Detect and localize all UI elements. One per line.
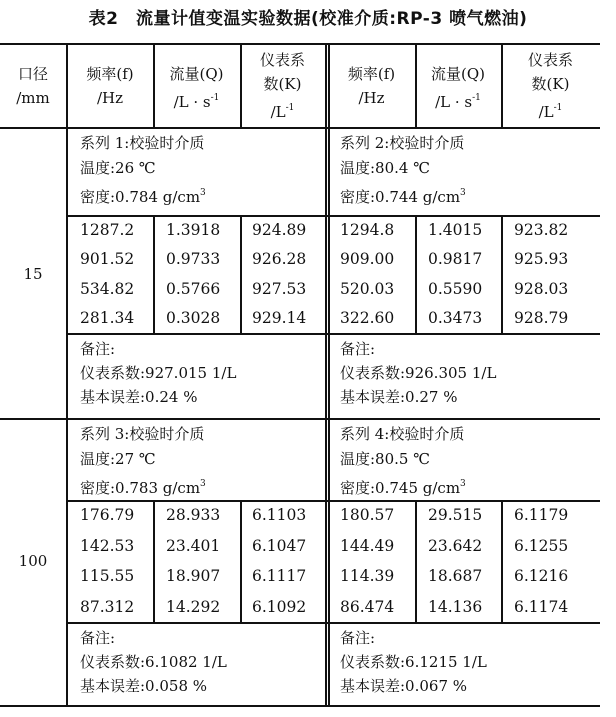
exponent: 3 bbox=[200, 188, 206, 198]
diameter-value: 100 bbox=[18, 552, 48, 570]
header-line: /L · s bbox=[435, 93, 473, 111]
header-line: /Hz bbox=[358, 89, 385, 107]
rule-line bbox=[67, 622, 600, 624]
series-name: 系列 3:校验时介质 bbox=[80, 425, 205, 443]
exponent: -1 bbox=[553, 103, 563, 113]
table-cell: 115.55 bbox=[80, 567, 135, 586]
header-line: 流量(Q) bbox=[169, 65, 224, 83]
rule-line bbox=[67, 215, 600, 217]
diameter-value: 15 bbox=[23, 265, 43, 283]
table-cell: 0.5590 bbox=[428, 279, 483, 298]
series-info bbox=[80, 422, 206, 501]
table-cell: 0.3473 bbox=[428, 309, 483, 328]
header-line: 流量(Q) bbox=[430, 65, 485, 83]
header-flow bbox=[415, 62, 501, 114]
table-cell: 6.1255 bbox=[514, 536, 569, 555]
column-line bbox=[415, 215, 417, 333]
table-cell: 1.4015 bbox=[428, 220, 483, 239]
series-name: 系列 1:校验时介质 bbox=[80, 134, 205, 152]
table-cell: 6.1047 bbox=[252, 536, 307, 555]
meter-factor: 仪表系数:6.1082 1/L bbox=[80, 653, 227, 671]
meter-factor: 仪表系数:926.305 1/L bbox=[340, 364, 497, 382]
table-cell: 281.34 bbox=[80, 309, 135, 328]
table-cell: 0.5766 bbox=[166, 279, 221, 298]
table-cell: 0.9733 bbox=[166, 250, 221, 269]
notes-label: 备注: bbox=[80, 340, 116, 358]
table-cell: 322.60 bbox=[340, 309, 395, 328]
rule-line bbox=[0, 418, 600, 420]
table-cell: 925.93 bbox=[514, 250, 569, 269]
table-cell: 929.14 bbox=[252, 309, 307, 328]
table-cell: 18.687 bbox=[428, 567, 483, 586]
series-density: 密度:0.745 g/cm bbox=[340, 479, 461, 497]
column-line bbox=[325, 43, 327, 706]
table-cell: 23.642 bbox=[428, 536, 483, 555]
notes-label: 备注: bbox=[340, 340, 376, 358]
header-line: 仪表系 bbox=[527, 51, 573, 69]
column-line bbox=[66, 43, 68, 706]
table-cell: 6.1117 bbox=[252, 567, 307, 586]
header-line: /L bbox=[270, 103, 286, 121]
table-cell: 142.53 bbox=[80, 536, 135, 555]
header-line: /mm bbox=[16, 89, 50, 107]
column-line bbox=[153, 500, 155, 622]
meter-factor: 仪表系数:6.1215 1/L bbox=[340, 653, 487, 671]
table-cell: 6.1174 bbox=[514, 597, 569, 616]
header-line: /L bbox=[538, 103, 554, 121]
rule-line bbox=[0, 127, 600, 129]
table-cell: 520.03 bbox=[340, 279, 395, 298]
series-density: 密度:0.784 g/cm bbox=[80, 188, 201, 206]
column-line bbox=[415, 500, 417, 622]
header-line: /Hz bbox=[96, 89, 124, 107]
header-meter-factor bbox=[501, 48, 600, 124]
table-cell: 87.312 bbox=[80, 597, 135, 616]
exponent: -1 bbox=[285, 103, 295, 113]
table-cell: 14.292 bbox=[166, 597, 221, 616]
table-cell: 928.03 bbox=[514, 279, 569, 298]
exponent: 3 bbox=[460, 479, 466, 489]
header-diameter bbox=[0, 62, 66, 110]
column-line bbox=[240, 215, 242, 333]
table-cell: 924.89 bbox=[252, 220, 307, 239]
basic-error: 基本误差:0.24 % bbox=[80, 388, 198, 406]
meter-factor: 仪表系数:927.015 1/L bbox=[80, 364, 237, 382]
table-cell: 176.79 bbox=[80, 506, 135, 525]
exponent: -1 bbox=[472, 93, 481, 103]
header-line: 频率(f) bbox=[347, 65, 396, 83]
notes-label: 备注: bbox=[80, 629, 116, 647]
table-cell: 86.474 bbox=[340, 597, 395, 616]
table-cell: 909.00 bbox=[340, 250, 395, 269]
header-line: 数(K) bbox=[263, 75, 302, 93]
rule-line bbox=[0, 43, 600, 45]
series-temperature: 温度:26 ℃ bbox=[80, 159, 156, 177]
series-info bbox=[80, 131, 206, 210]
table-cell: 901.52 bbox=[80, 250, 135, 269]
table-cell: 14.136 bbox=[428, 597, 483, 616]
table-cell: 23.401 bbox=[166, 536, 221, 555]
series-density: 密度:0.744 g/cm bbox=[340, 188, 461, 206]
header-line: 频率(f) bbox=[86, 65, 134, 83]
column-line bbox=[153, 215, 155, 333]
header-line: /L · s bbox=[173, 93, 211, 111]
header-flow bbox=[153, 62, 240, 114]
table-cell: 923.82 bbox=[514, 220, 569, 239]
series-info bbox=[340, 131, 466, 210]
header-line: 数(K) bbox=[531, 75, 570, 93]
table-cell: 6.1179 bbox=[514, 506, 569, 525]
series-notes bbox=[340, 626, 487, 698]
exponent: -1 bbox=[210, 93, 220, 103]
table-cell: 114.39 bbox=[340, 567, 395, 586]
series-info bbox=[340, 422, 466, 501]
series-temperature: 温度:80.5 ℃ bbox=[340, 450, 431, 468]
exponent: 3 bbox=[460, 188, 466, 198]
column-line bbox=[501, 215, 503, 333]
header-meter-factor bbox=[240, 48, 325, 124]
basic-error: 基本误差:0.067 % bbox=[340, 677, 468, 695]
table-cell: 29.515 bbox=[428, 506, 483, 525]
column-line bbox=[240, 500, 242, 622]
table-cell: 927.53 bbox=[252, 279, 307, 298]
table-cell: 1294.8 bbox=[340, 220, 395, 239]
series-temperature: 温度:27 ℃ bbox=[80, 450, 156, 468]
basic-error: 基本误差:0.27 % bbox=[340, 388, 458, 406]
header-frequency bbox=[328, 62, 415, 110]
table-title: 表2 流量计值变温实验数据(校准介质:RP-3 喷气燃油) bbox=[88, 9, 528, 29]
table-cell: 0.3028 bbox=[166, 309, 221, 328]
series-density: 密度:0.783 g/cm bbox=[80, 479, 201, 497]
table-cell: 1287.2 bbox=[80, 220, 135, 239]
table-cell: 180.57 bbox=[340, 506, 395, 525]
table-cell: 28.933 bbox=[166, 506, 221, 525]
column-line bbox=[328, 43, 330, 706]
series-notes bbox=[340, 337, 496, 409]
series-name: 系列 2:校验时介质 bbox=[340, 134, 465, 152]
header-line: 仪表系 bbox=[259, 51, 305, 69]
table-cell: 0.9817 bbox=[428, 250, 483, 269]
series-name: 系列 4:校验时介质 bbox=[340, 425, 465, 443]
rule-line bbox=[67, 333, 600, 335]
table-cell: 926.28 bbox=[252, 250, 307, 269]
table-cell: 6.1103 bbox=[252, 506, 307, 525]
notes-label: 备注: bbox=[340, 629, 376, 647]
table-cell: 6.1092 bbox=[252, 597, 307, 616]
header-line: 口径 bbox=[17, 65, 48, 83]
table-cell: 928.79 bbox=[514, 309, 569, 328]
table-cell: 534.82 bbox=[80, 279, 135, 298]
table-cell: 6.1216 bbox=[514, 567, 569, 586]
basic-error: 基本误差:0.058 % bbox=[80, 677, 208, 695]
rule-line bbox=[0, 705, 600, 707]
table-cell: 18.907 bbox=[166, 567, 221, 586]
exponent: 3 bbox=[200, 479, 206, 489]
series-notes bbox=[80, 337, 236, 409]
series-notes bbox=[80, 626, 227, 698]
series-temperature: 温度:80.4 ℃ bbox=[340, 159, 431, 177]
table-cell: 1.3918 bbox=[166, 220, 221, 239]
table-cell: 144.49 bbox=[340, 536, 395, 555]
column-line bbox=[501, 500, 503, 622]
header-frequency bbox=[67, 62, 153, 110]
